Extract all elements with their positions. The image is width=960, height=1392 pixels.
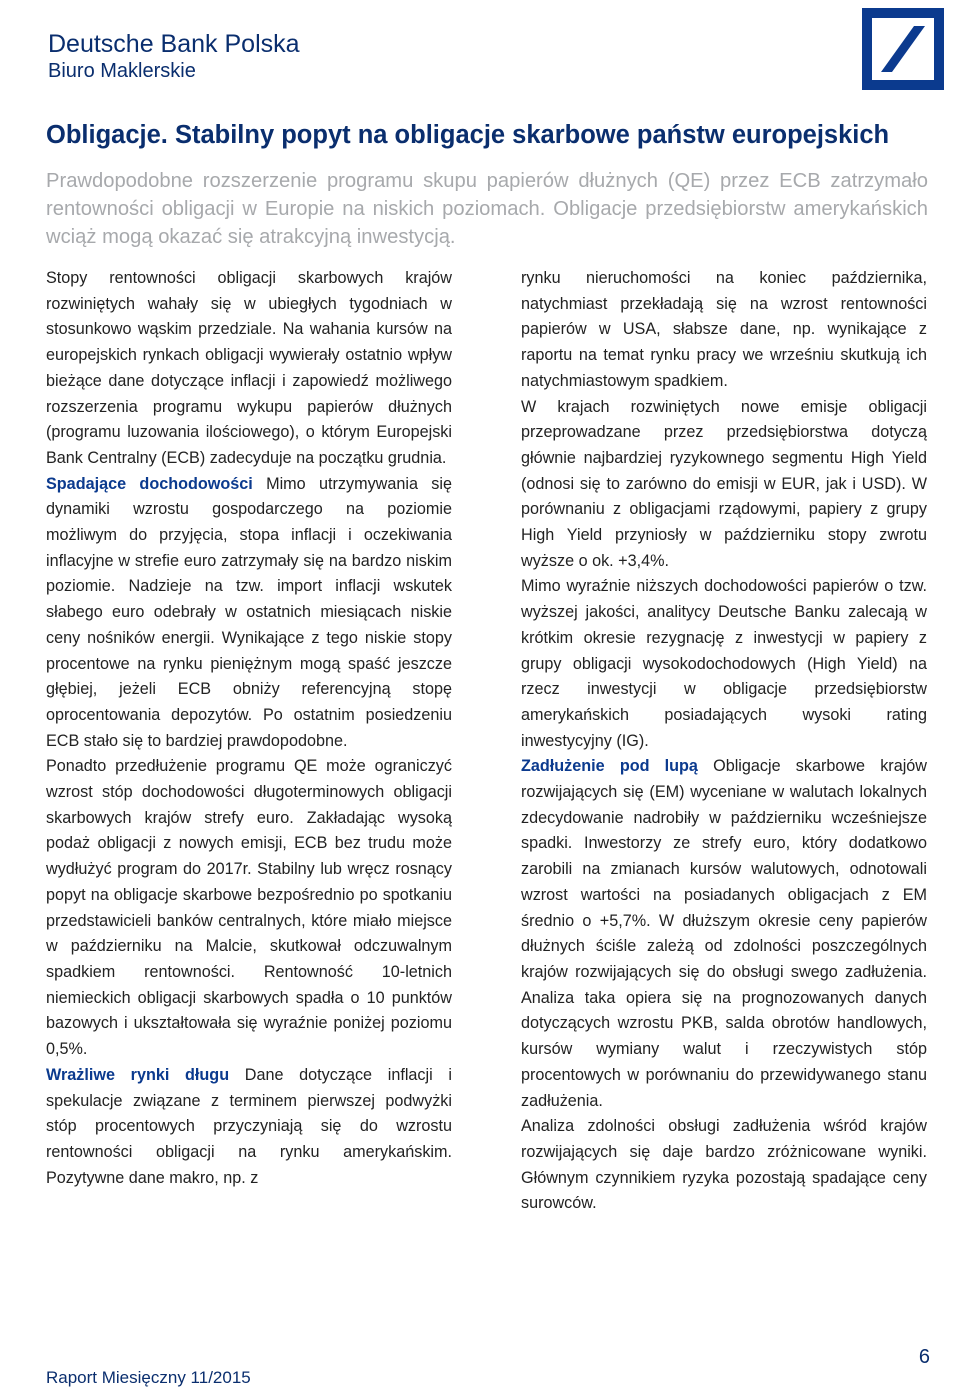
brand-subtitle: Biuro Maklerskie bbox=[48, 60, 196, 82]
right-paragraph-1: rynku nieruchomości na koniec października, natychmiast przekładają się na wzrost rentowności papierów w USA, słabsze dane, np. wynikające z raportu na temat rynku pracy we wrześniu skutkują ich natychmiastowym spadkiem. bbox=[521, 269, 927, 390]
article-lead: Prawdopodobne rozszerzenie programu skupu papierów dłużnych (QE) przez ECB zatrzymało rentowności obligacji w Europie na niskich poziomach. Obligacje przedsiębiorstw amerykańskich wciąż mogą okazać się atrakcyjną inwestycją. bbox=[46, 170, 928, 248]
brand-name: Deutsche Bank Polska bbox=[48, 30, 300, 58]
logo-slash-icon bbox=[881, 26, 925, 72]
left-column bbox=[46, 266, 452, 1191]
section-heading-sensitive-debt-markets: Wrażliwe rynki długu bbox=[46, 1065, 230, 1084]
page-number: 6 bbox=[918, 1346, 930, 1368]
deutsche-bank-logo-icon bbox=[862, 8, 944, 90]
brand-block bbox=[48, 30, 300, 84]
left-paragraph-4-text: Dane dotyczące inflacji i spekulacje związane z terminem pierwszej podwyżki stóp procentowych przyczyniają się do wzrostu rentowności obligacji na rynku amerykańskim. Pozytywne dane makro, np. z bbox=[46, 1065, 452, 1187]
right-paragraph-4-text: Obligacje skarbowe krajów rozwijających się (EM) wyceniane w walutach lokalnych zdecydowanie nadrobiły w październiku wcześniejsze spadki. Inwestorzy ze strefy euro, który dodatkowo zarobili na zmianach kursów walutowych, odnotowali wzrost wartości na posiadanych obligacjach z EM średnio o +5,7%. W dłuższym okresie ceny papierów dłużnych ściśle zależą od zdolności poszczególnych krajów rozwijających się do obsługi swego zadłużenia. Analiza taka opiera się na prognozowanych danych dotyczących wzrostu PKB, salda obrotów handlowych, kursów wymiany walut i rzeczywistych stóp procentowych w porównaniu do przewidywanego stanu zadłużenia. bbox=[521, 757, 927, 1110]
left-paragraph-4 bbox=[46, 1063, 452, 1192]
right-paragraph-5: Analiza zdolności obsługi zadłużenia wśród krajów rozwijających się daje bardzo zróżnicowane wyniki. Głównym czynnikiem ryzyka pozostają spadające ceny surowców. bbox=[521, 1117, 927, 1213]
left-paragraph-1: Stopy rentowności obligacji skarbowych krajów rozwiniętych wahały się w ubiegłych tygodniach w stosunkowo wąskim przedziale. Na wahania kursów na europejskich rynkach obligacji wywierały ostatnio wpływ bieżące dane dotyczące inflacji i zapowiedź możliwego rozszerzenia programu wykupu papierów dłużnych (programu luzowania ilościowego), o którym Europejski Bank Centralny (ECB) zadecyduje na początku grudnia. bbox=[46, 269, 452, 467]
left-paragraph-3: Ponadto przedłużenie programu QE może ograniczyć wzrost stóp dochodowości długoterminowych obligacji skarbowych krajów strefy euro. Zakładając wysoką podaż obligacji z nowych emisji, ECB bez trudu może wydłużyć program do 2017r. Stabilny lub wręcz rosnący popyt na obligacje skarbowe bezpośrednio po spotkaniu przedstawicieli banków centralnych, które miało miejsce w październiku na Malcie, skutkował odczuwalnym spadkiem rentowności. Rentowność 10-letnich niemieckich obligacji skarbowych spadła o 10 punktów bazowych i ukształtowała się wyraźnie poniżej poziomu 0,5%. bbox=[46, 757, 452, 1059]
right-paragraph-4 bbox=[521, 754, 927, 1114]
section-heading-debt-under-scrutiny: Zadłużenie pod lupą bbox=[521, 757, 698, 776]
right-paragraph-3: Mimo wyraźnie niższych dochodowości papierów o tzw. wyższej jakości, analitycy Deutsche Banku zalecają w krótkim okresie rezygnację z inwestycji w papiery z grupy obligacji wysokodochodowych (High Yield) na rzecz inwestycji w obligacje przedsiębiorstw amerykańskich posiadających wysoki rating inwestycyjny (IG). bbox=[521, 577, 927, 750]
left-paragraph-2 bbox=[46, 472, 452, 755]
report-footer: Raport Miesięczny 11/2015 bbox=[46, 1368, 251, 1387]
section-heading-falling-yields: Spadające dochodowości bbox=[46, 474, 253, 493]
left-paragraph-2-text: Mimo utrzymywania się dynamiki wzrostu gospodarczego na poziomie możliwym do przyjęcia, stopa inflacji i oczekiwania inflacyjne w strefie euro zatrzymały się na bardzo niskim poziomie. Nadzieje na tzw. import inflacji wskutek słabego euro odebrały w ostatnich miesiącach niskie ceny nośników energii. Wynikające z tego niskie stopy procentowe na rynku pieniężnym mogą spaść jeszcze głębiej, jeżeli ECB obniży referencyjną stopę oprocentowania depozytów. Po ostatnim posiedzeniu ECB stało się to bardziej prawdopodobne. bbox=[46, 474, 452, 750]
right-column bbox=[521, 266, 927, 1217]
right-paragraph-2: W krajach rozwiniętych nowe emisje obligacji przeprowadzane przez przedsiębiorstwa dotyczą głównie najbardziej ryzykownego segmentu High Yield (odnosi się to zarówno do emisji w EUR, jak i USD). W porównaniu z obligacjami rządowymi, papiery z grupy High Yield przyniosły w październiku stopy zwrotu wyższe o ok. +3,4%. bbox=[521, 397, 927, 570]
article-headline: Obligacje. Stabilny popyt na obligacje skarbowe państw europejskich bbox=[46, 121, 890, 149]
